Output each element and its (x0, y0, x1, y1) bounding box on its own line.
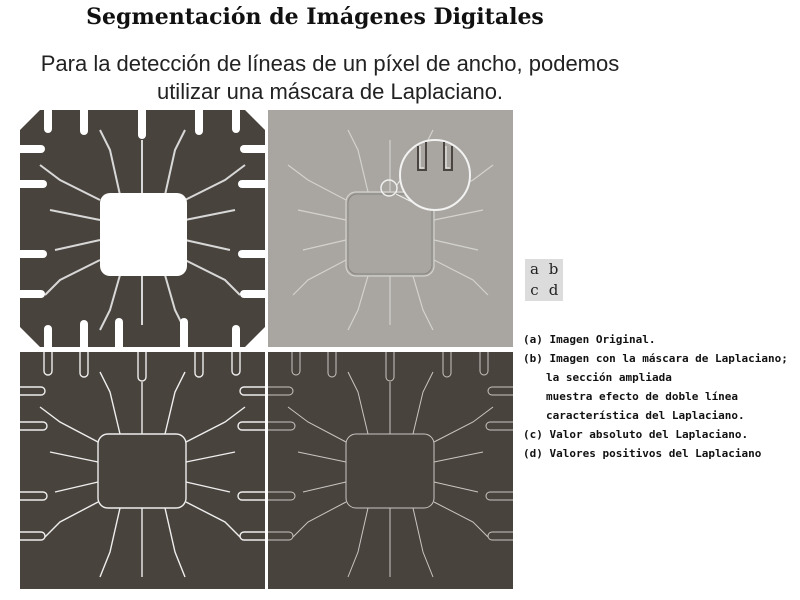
intro-text (0, 50, 660, 106)
panel-letter-grid (525, 259, 563, 301)
caption-c: (c) Valor absoluto del Laplaciano. (523, 428, 749, 441)
page-title: Segmentación de Imágenes Digitales (86, 4, 544, 30)
panel-a-original-image (20, 110, 265, 347)
intro-line-2: utilizar una máscara de Laplaciano. (156, 79, 504, 104)
panel-b-laplacian-image (268, 110, 513, 347)
caption-b-line4: característica del Laplaciano. (546, 409, 745, 422)
caption-b: (b) Imagen con la máscara de Laplaciano; (523, 352, 788, 365)
letter-c: c (530, 281, 539, 299)
caption-d: (d) Valores positivos del Laplaciano (523, 447, 762, 460)
letter-a: a (530, 260, 539, 278)
caption-a: (a) Imagen Original. (523, 333, 656, 346)
figure-captions (523, 330, 800, 463)
panel-c-absolute-laplacian (20, 352, 265, 589)
caption-b-line2: la sección ampliada (546, 371, 672, 384)
caption-b-line3: muestra efecto de doble línea (546, 390, 739, 403)
panel-d-positive-laplacian (268, 352, 513, 589)
intro-line-1: Para la detección de líneas de un píxel de ancho, podemos (40, 51, 620, 76)
letter-d: d (548, 281, 559, 299)
letter-b: b (548, 260, 559, 278)
